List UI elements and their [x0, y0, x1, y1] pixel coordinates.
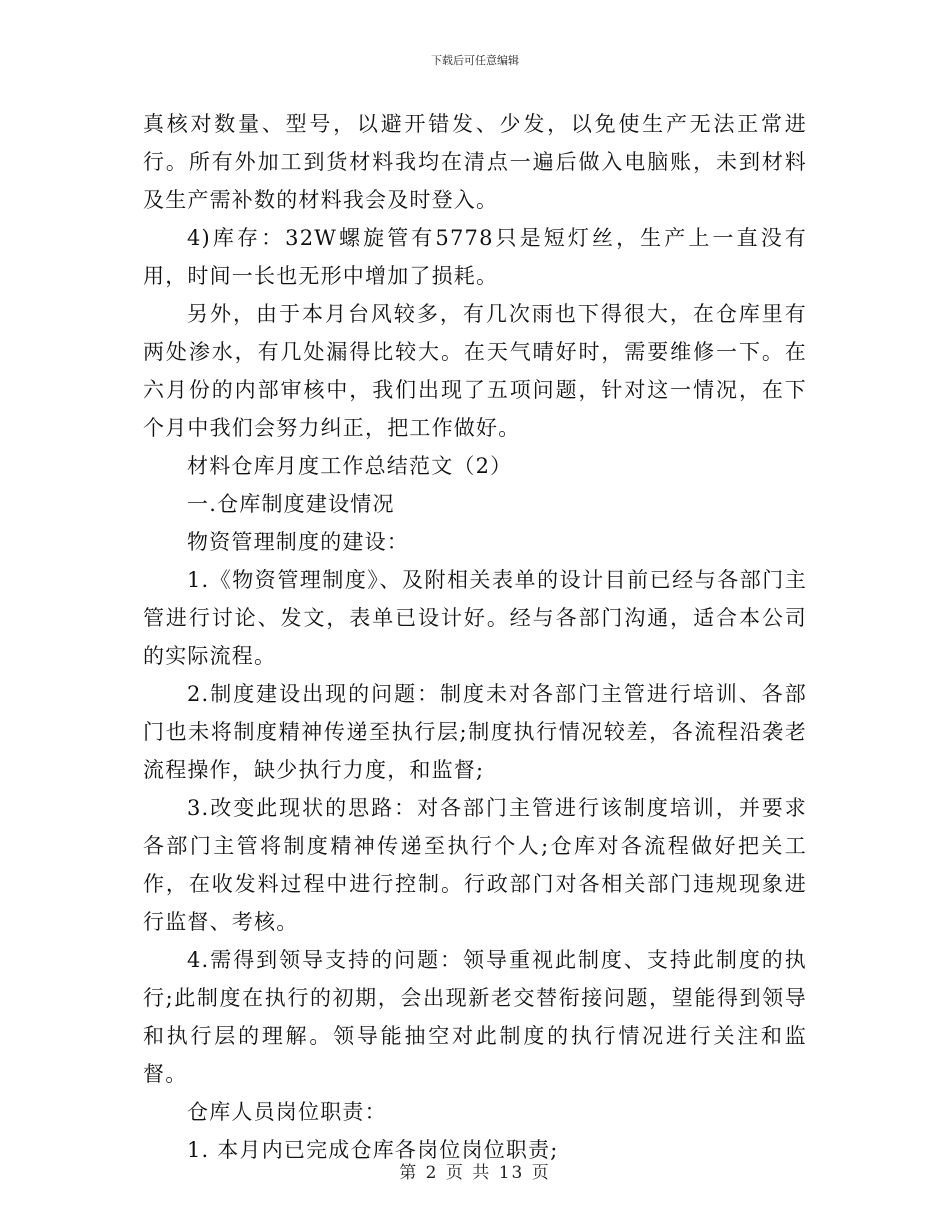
subsection-heading: 物资管理制度的建设： [187, 530, 409, 554]
section-heading: 一.仓库制度建设情况 [187, 492, 395, 516]
paragraph-item-3: 3.改变此现状的思路：对各部门主管进行该制度培训，并要求各部门主管将制度精神传递至执行个人;仓库对各流程做好把关工作，在收发料过程中进行控制。行政部门对各相关部门违规现象进行监督、考核。 [143, 796, 807, 934]
paragraph-item-4: 4.需得到领导支持的问题：领导重视此制度、支持此制度的执行;此制度在执行的初期，会出现新老交替衔接问题，望能得到领导和执行层的理解。领导能抽空对此制度的执行情况进行关注和监督。 [143, 948, 807, 1086]
page-header-note: 下载后可任意编辑 [431, 54, 519, 67]
paragraph-1: 真核对数量、型号，以避开错发、少发，以免使生产无法正常进行。所有外加工到货材料我均在清点一遍后做入电脑账，未到材料及生产需补数的材料我会及时登入。 [143, 112, 807, 212]
paragraph-item-1: 1.《物资管理制度》、及附相关表单的设计目前已经与各部门主管进行讨论、发文，表单已设计好。经与各部门沟通，适合本公司的实际流程。 [143, 568, 807, 668]
page-number-footer: 第 2 页 共 13 页 [399, 1163, 551, 1183]
subsection-heading-2: 仓库人员岗位职责： [187, 1100, 387, 1124]
paragraph-item-2: 2.制度建设出现的问题：制度未对各部门主管进行培训、各部门也未将制度精神传递至执行层;制度执行情况较差，各流程沿袭老流程操作，缺少执行力度，和监督; [143, 682, 807, 782]
document-body [143, 105, 807, 1169]
paragraph-item-5: 1. 本月内已完成仓库各岗位岗位职责; [187, 1138, 559, 1162]
section-title: 材料仓库月度工作总结范文（2） [187, 454, 513, 478]
paragraph-2: 4)库存：32W螺旋管有5778只是短灯丝，生产上一直没有用，时间一长也无形中增加了损耗。 [143, 226, 807, 288]
paragraph-3: 另外，由于本月台风较多，有几次雨也下得很大，在仓库里有两处渗水，有几处漏得比较大。在天气晴好时，需要维修一下。在六月份的内部审核中，我们出现了五项问题，针对这一情况，在下个月中我们会努力纠正，把工作做好。 [143, 302, 807, 440]
